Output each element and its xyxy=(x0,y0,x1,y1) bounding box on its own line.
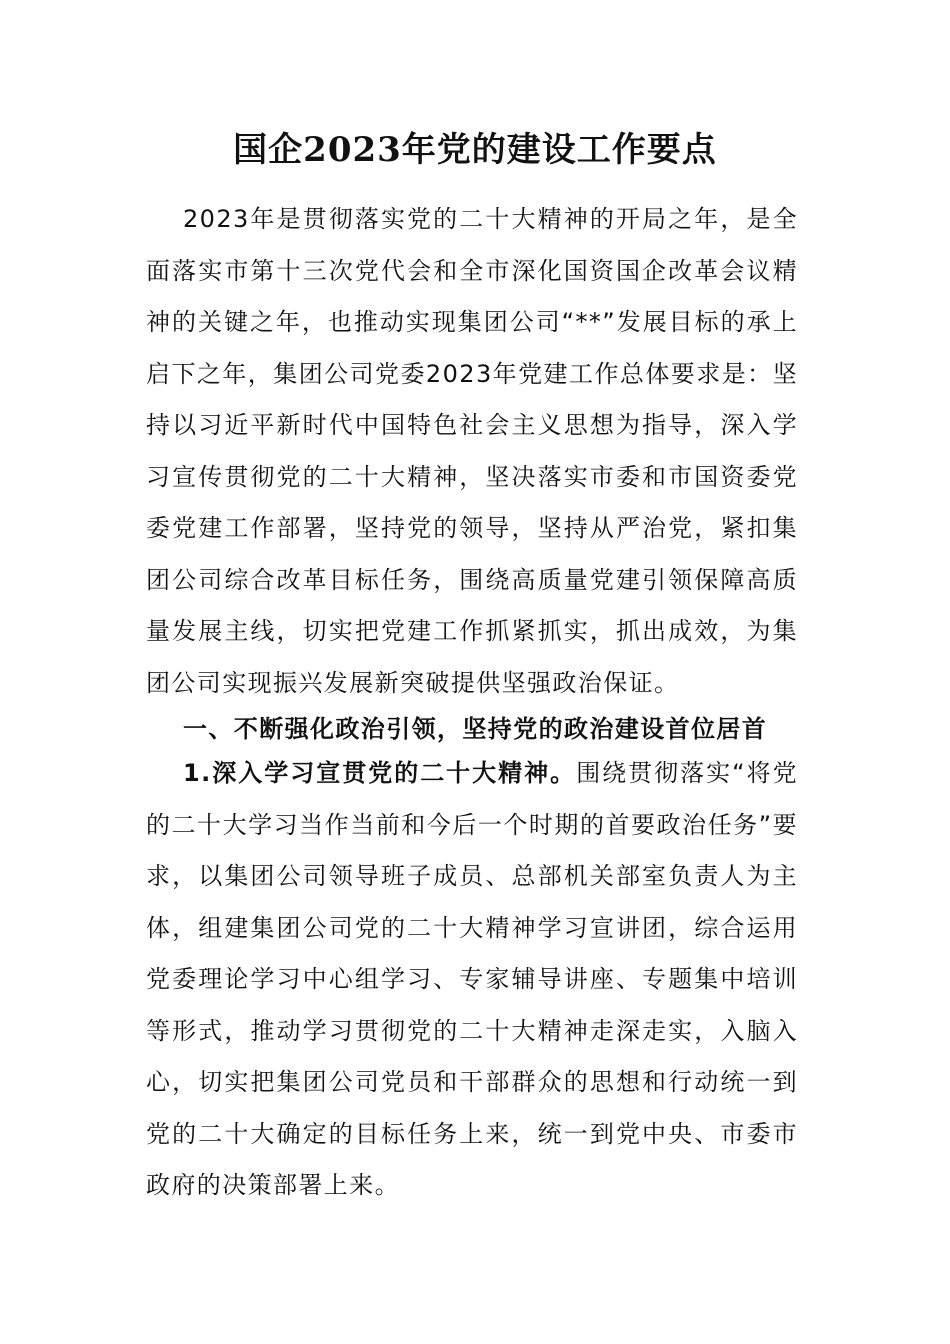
intro-section xyxy=(146,194,798,709)
document-title: 国企2023年党的建设工作要点 xyxy=(233,130,717,170)
item-1-paragraph xyxy=(146,748,798,1212)
item-1-body: 围绕贯彻落实“将党的二十大学习当作当前和今后一个时期的首要政治任务”要求，以集团公司领导班子成员、总部机关部室负责人为主体，组建集团公司党的二十大精神学习宣讲团，综合运用党委理论学习中心组学习、专家辅导讲座、专题集中培训等形式，推动学习贯彻党的二十大精神走深走实，入脑入心，切实把集团公司党员和干部群众的思想和行动统一到党的二十大确定的目标任务上来，统一到党中央、市委市政府的决策部署上来。 xyxy=(146,759,798,1199)
item-1-lead: 1.深入学习宣贯党的二十大精神。 xyxy=(183,759,577,787)
section-1-heading: 一、不断强化政治引领，坚持党的政治建设首位居首 xyxy=(183,715,768,743)
item-1-section xyxy=(146,748,798,1212)
intro-paragraph: 2023年是贯彻落实党的二十大精神的开局之年，是全面落实市第十三次党代会和全市深化国资国企改革会议精神的关键之年，也推动实现集团公司“**”发展目标的承上启下之年，集团公司党委2023年党建工作总体要求是：坚持以习近平新时代中国特色社会主义思想为指导，深入学习宣传贯彻党的二十大精神，坚决落实市委和市国资委党委党建工作部署，坚持党的领导，坚持从严治党，紧扣集团公司综合改革目标任务，围绕高质量党建引领保障高质量发展主线，切实把党建工作抓紧抓实，抓出成效，为集团公司实现振兴发展新突破提供坚强政治保证。 xyxy=(146,205,798,697)
